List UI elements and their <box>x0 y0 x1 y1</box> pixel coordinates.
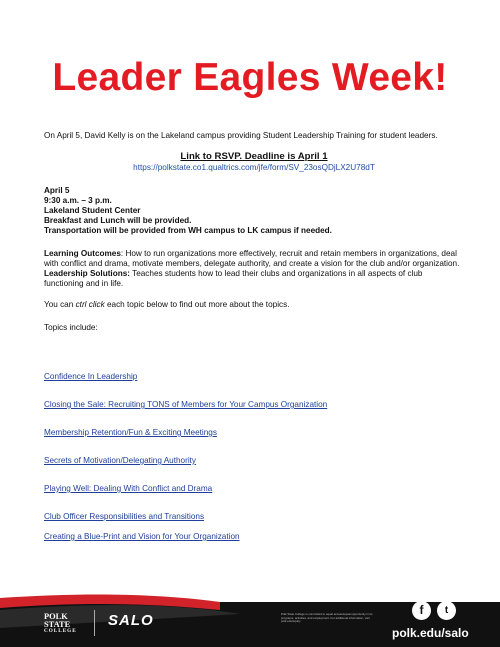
ctrl-click-note <box>44 300 464 310</box>
twitter-icon[interactable]: t <box>437 601 456 620</box>
event-date: April 5 <box>44 185 70 195</box>
event-time: 9:30 a.m. – 3 p.m. <box>44 195 112 205</box>
event-meals: Breakfast and Lunch will be provided. <box>44 216 192 226</box>
topic-link[interactable]: Secrets of Motivation/Delegating Authority <box>44 456 197 465</box>
rsvp-url-link[interactable]: https://polkstate.co1.qualtrics.com/jfe/form/SV_23osQDjLX2U78dT <box>133 163 375 173</box>
topic-link[interactable]: Club Officer Responsibilities and Transitions <box>44 512 205 521</box>
event-transport: Transportation will be provided from WH campus to LK campus if needed. <box>44 226 332 236</box>
topic-link[interactable]: Membership Retention/Fun & Exciting Meetings <box>44 428 217 437</box>
learning-outcomes-text: : How to run organizations more effectively, recruit and retain members in organizations, deal with conflict and drama, motivate members, delegate authority, and create a vision for the club and/or organization. <box>44 248 460 268</box>
topic-link[interactable]: Creating a Blue-Print and Vision for Your Organization <box>44 532 240 541</box>
logo-line-state: STATE <box>44 619 71 629</box>
topic-link[interactable]: Playing Well: Dealing With Conflict and Drama <box>44 484 213 493</box>
ctrl-note-before: You can <box>44 300 76 310</box>
leadership-solutions-label: Leadership Solutions: <box>44 269 130 279</box>
ctrl-note-emphasis: ctrl click <box>75 300 105 310</box>
footer-divider <box>94 610 95 636</box>
topic-link[interactable]: Confidence In Leadership <box>44 372 138 381</box>
leadership-solutions <box>44 269 464 289</box>
college-logo <box>44 613 77 636</box>
topics-label: Topics include: <box>44 322 98 332</box>
flyer-body <box>44 131 464 333</box>
logo-line-college: COLLEGE <box>44 628 77 634</box>
topic-link[interactable]: Closing the Sale: Recruiting TONS of Members for Your Campus Organization <box>44 400 328 409</box>
leadership-solutions-text: Teaches students how to lead their clubs and organizations in all aspects of club functioning and in life. <box>44 269 423 289</box>
learning-outcomes <box>44 249 464 269</box>
ctrl-note-after: each topic below to find out more about the topics. <box>104 300 290 310</box>
footer-disclaimer: Polk State College is committed to equal access/equal opportunity in its programs, activities, and employment. For additional information, visit polk.edu/equity. <box>281 612 373 624</box>
website-link[interactable]: polk.edu/salo <box>392 626 469 640</box>
rsvp-block <box>44 152 464 173</box>
rsvp-link[interactable]: Link to RSVP. Deadline is April 1 <box>180 151 328 163</box>
event-details <box>44 186 464 237</box>
learning-outcomes-label: Learning Outcomes <box>44 248 121 258</box>
footer-banner <box>0 588 500 647</box>
salo-logo: SALO <box>108 612 154 629</box>
facebook-icon[interactable]: f <box>412 601 431 620</box>
logo-line-polk: POLK <box>44 612 68 621</box>
event-location: Lakeland Student Center <box>44 206 141 216</box>
page-title: Leader Eagles Week! <box>52 56 448 99</box>
intro-paragraph: On April 5, David Kelly is on the Lakeland campus providing Student Leadership Training for student leaders. <box>44 131 438 140</box>
